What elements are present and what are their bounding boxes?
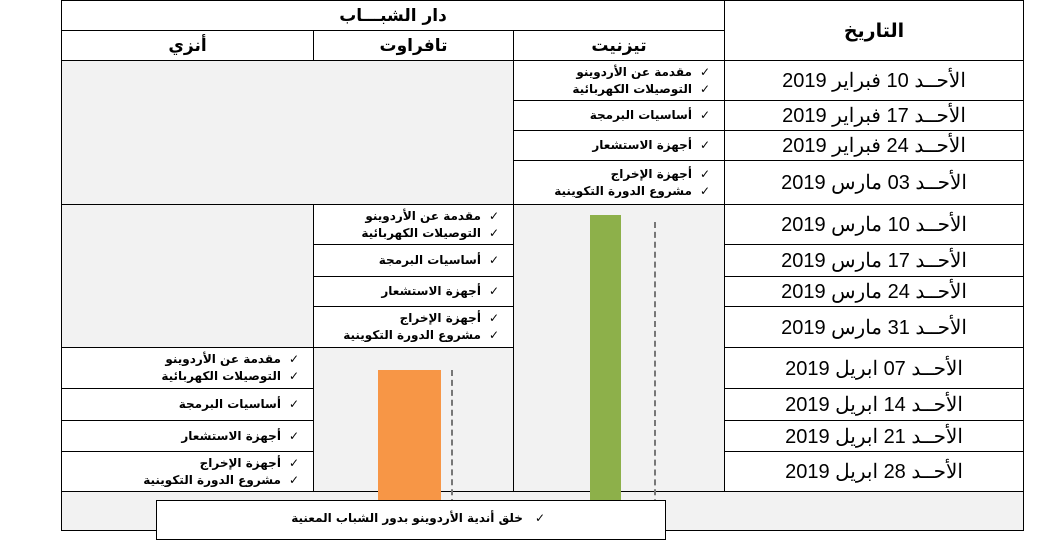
- empty-block: [61, 60, 514, 205]
- activity-cell: ✓أساسيات البرمجة: [513, 100, 725, 131]
- activity-cell: ✓أساسيات البرمجة: [61, 388, 314, 421]
- date-cell: الأحــد 31 مارس 2019: [724, 306, 1024, 348]
- empty-block: [61, 204, 314, 348]
- date-cell: الأحــد 10 مارس 2019: [724, 204, 1024, 245]
- activity-cell: ✓أجهزة الاستشعار: [313, 276, 514, 307]
- date-cell: الأحــد 24 فبراير 2019: [724, 130, 1024, 161]
- activity-cell: ✓أساسيات البرمجة: [313, 244, 514, 277]
- activity-cell: ✓مقدمة عن الأردوينو ✓التوصيلات الكهربائية: [313, 204, 514, 245]
- date-cell: الأحــد 28 ابريل 2019: [724, 451, 1024, 492]
- activity-cell: ✓مقدمة عن الأردوينو ✓التوصيلات الكهربائية: [61, 347, 314, 389]
- timeline-bar-green: [590, 215, 621, 525]
- date-cell: الأحــد 17 فبراير 2019: [724, 100, 1024, 131]
- activity-cell: ✓أجهزة الاستشعار: [61, 420, 314, 452]
- column-header-anzi: أنزي: [61, 30, 314, 61]
- column-header-tiznit: تيزنيت: [513, 30, 725, 61]
- date-cell: الأحــد 03 مارس 2019: [724, 160, 1024, 205]
- date-cell: الأحــد 10 فبراير 2019: [724, 60, 1024, 101]
- group-title: دار الشبـــاب: [61, 0, 725, 31]
- activity-cell: ✓أجهزة الاستشعار: [513, 130, 725, 161]
- note-box: ✓خلق أندية الأردوينو بدور الشباب المعنية: [156, 500, 666, 540]
- date-cell: الأحــد 07 ابريل 2019: [724, 347, 1024, 389]
- date-cell: الأحــد 24 مارس 2019: [724, 276, 1024, 307]
- check-icon: ✓: [534, 511, 545, 525]
- column-header-tafraout: تافراوت: [313, 30, 514, 61]
- date-cell: الأحــد 21 ابريل 2019: [724, 420, 1024, 452]
- dashed-marker-line: [654, 222, 656, 525]
- date-cell: الأحــد 14 ابريل 2019: [724, 388, 1024, 421]
- activity-cell: ✓مقدمة عن الأردوينو ✓التوصيلات الكهربائية: [513, 60, 725, 101]
- activity-cell: ✓أجهزة الإخراج ✓مشروع الدورة التكوينية: [313, 306, 514, 348]
- date-column-header: التاريخ: [724, 0, 1024, 61]
- date-cell: الأحــد 17 مارس 2019: [724, 244, 1024, 277]
- activity-cell: ✓أجهزة الإخراج ✓مشروع الدورة التكوينية: [513, 160, 725, 205]
- activity-cell: ✓أجهزة الإخراج ✓مشروع الدورة التكوينية: [61, 451, 314, 492]
